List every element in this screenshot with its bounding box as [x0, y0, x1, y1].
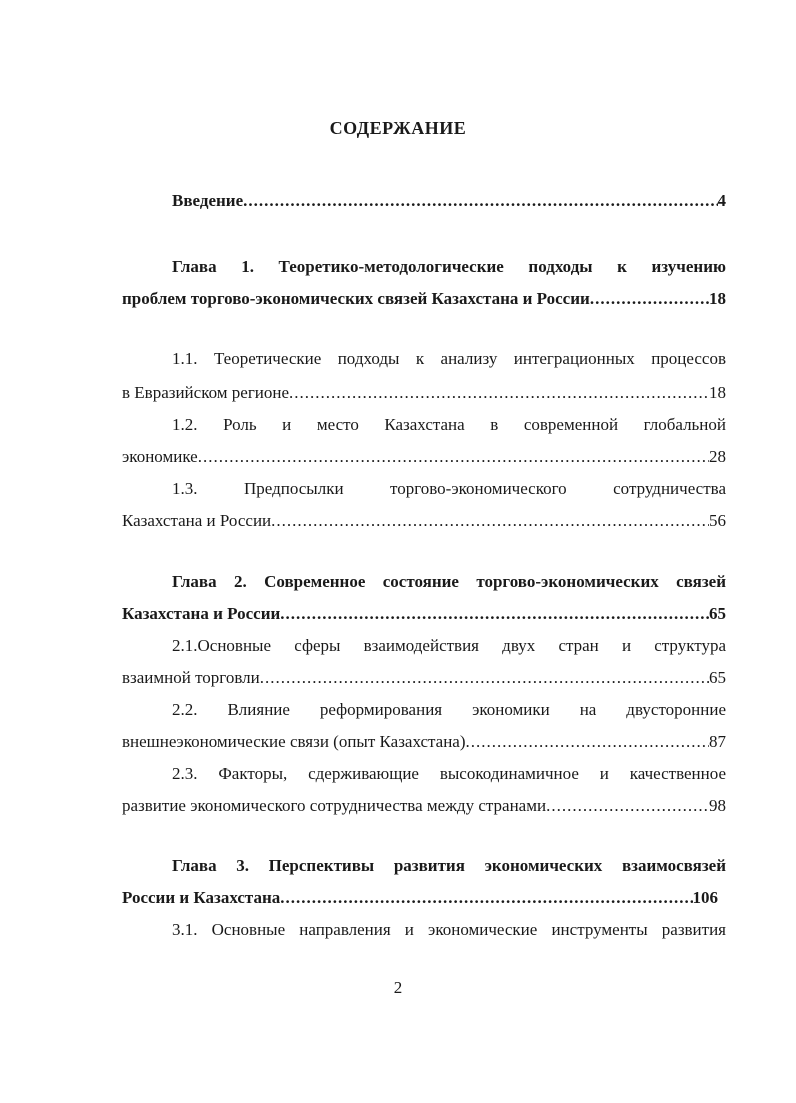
toc-entry-section-2-3 — [122, 793, 726, 819]
toc-entry-chapter2 — [122, 601, 726, 627]
toc-leader-dots — [546, 793, 709, 819]
toc-chapter2-title-cont: Казахстана и России — [122, 604, 281, 623]
toc-leader-dots — [260, 665, 709, 691]
toc-page-number: 18 — [709, 289, 726, 308]
toc-section-2-3-cont: развитие экономического сотрудничества между странами — [122, 796, 547, 815]
toc-leader-dots — [243, 188, 717, 214]
toc-entry-chapter3 — [122, 885, 718, 911]
toc-leader-dots — [590, 286, 709, 312]
toc-page-number: 98 — [709, 796, 726, 815]
toc-chapter2-title: Глава 2. Современное состояние торгово-экономических связей — [172, 572, 726, 591]
toc-section-1-2: 1.2. Роль и место Казахстана в современной глобальной — [172, 415, 726, 434]
toc-section-1-1-cont: в Евразийском регионе — [122, 383, 290, 402]
toc-section-3-1: 3.1. Основные направления и экономические инструменты развития — [172, 920, 726, 939]
toc-section-2-2: 2.2. Влияние реформирования экономики на двусторонние — [172, 700, 726, 719]
toc-chapter1-title-cont: проблем торгово-экономических связей Казахстана и России — [122, 289, 590, 308]
toc-section-2-1-cont: взаимной торговли — [122, 668, 260, 687]
toc-section-1-2-cont: экономике — [122, 447, 198, 466]
toc-section-2-2-cont: внешнеэкономические связи (опыт Казахстана) — [122, 732, 466, 751]
toc-page-number: 65 — [709, 604, 726, 623]
toc-leader-dots — [466, 729, 710, 755]
toc-entry-intro — [172, 188, 726, 214]
toc-page-number: 65 — [709, 668, 726, 687]
toc-page-number: 106 — [692, 888, 718, 907]
toc-page-number: 87 — [709, 732, 726, 751]
toc-entry-section-1-1 — [122, 380, 726, 406]
toc-page-number: 56 — [709, 511, 726, 530]
toc-section-1-1: 1.1. Теоретические подходы к анализу интеграционных процессов — [172, 349, 726, 368]
toc-page-number: 4 — [717, 191, 726, 210]
toc-intro-label: Введение — [172, 191, 244, 210]
toc-leader-dots — [280, 601, 709, 627]
toc-leader-dots — [198, 444, 709, 470]
toc-entry-chapter1 — [122, 286, 726, 312]
toc-leader-dots — [271, 508, 709, 534]
toc-entry-section-2-1 — [122, 665, 726, 691]
toc-chapter3-title: Глава 3. Перспективы развития экономических взаимосвязей — [172, 856, 726, 875]
page-title: СОДЕРЖАНИЕ — [329, 118, 467, 138]
toc-section-2-1: 2.1.Основные сферы взаимодействия двух стран и структура — [172, 636, 726, 655]
toc-section-1-3: 1.3. Предпосылки торгово-экономического сотрудничества — [172, 479, 726, 498]
toc-section-2-3: 2.3. Факторы, сдерживающие высокодинамичное и качественное — [172, 764, 726, 783]
toc-leader-dots — [289, 380, 709, 406]
toc-page-number: 28 — [709, 447, 726, 466]
toc-chapter3-title-cont: России и Казахстана — [122, 888, 281, 907]
toc-leader-dots — [280, 885, 692, 911]
toc-entry-section-1-2 — [122, 444, 726, 470]
toc-page-number: 18 — [709, 383, 726, 402]
toc-chapter1-title: Глава 1. Теоретико-методологические подходы к изучению — [172, 257, 726, 276]
toc-section-1-3-cont: Казахстана и России — [122, 511, 272, 530]
toc-entry-section-1-3 — [122, 508, 726, 534]
toc-entry-section-2-2 — [122, 729, 726, 755]
page-number: 2 — [393, 978, 403, 997]
